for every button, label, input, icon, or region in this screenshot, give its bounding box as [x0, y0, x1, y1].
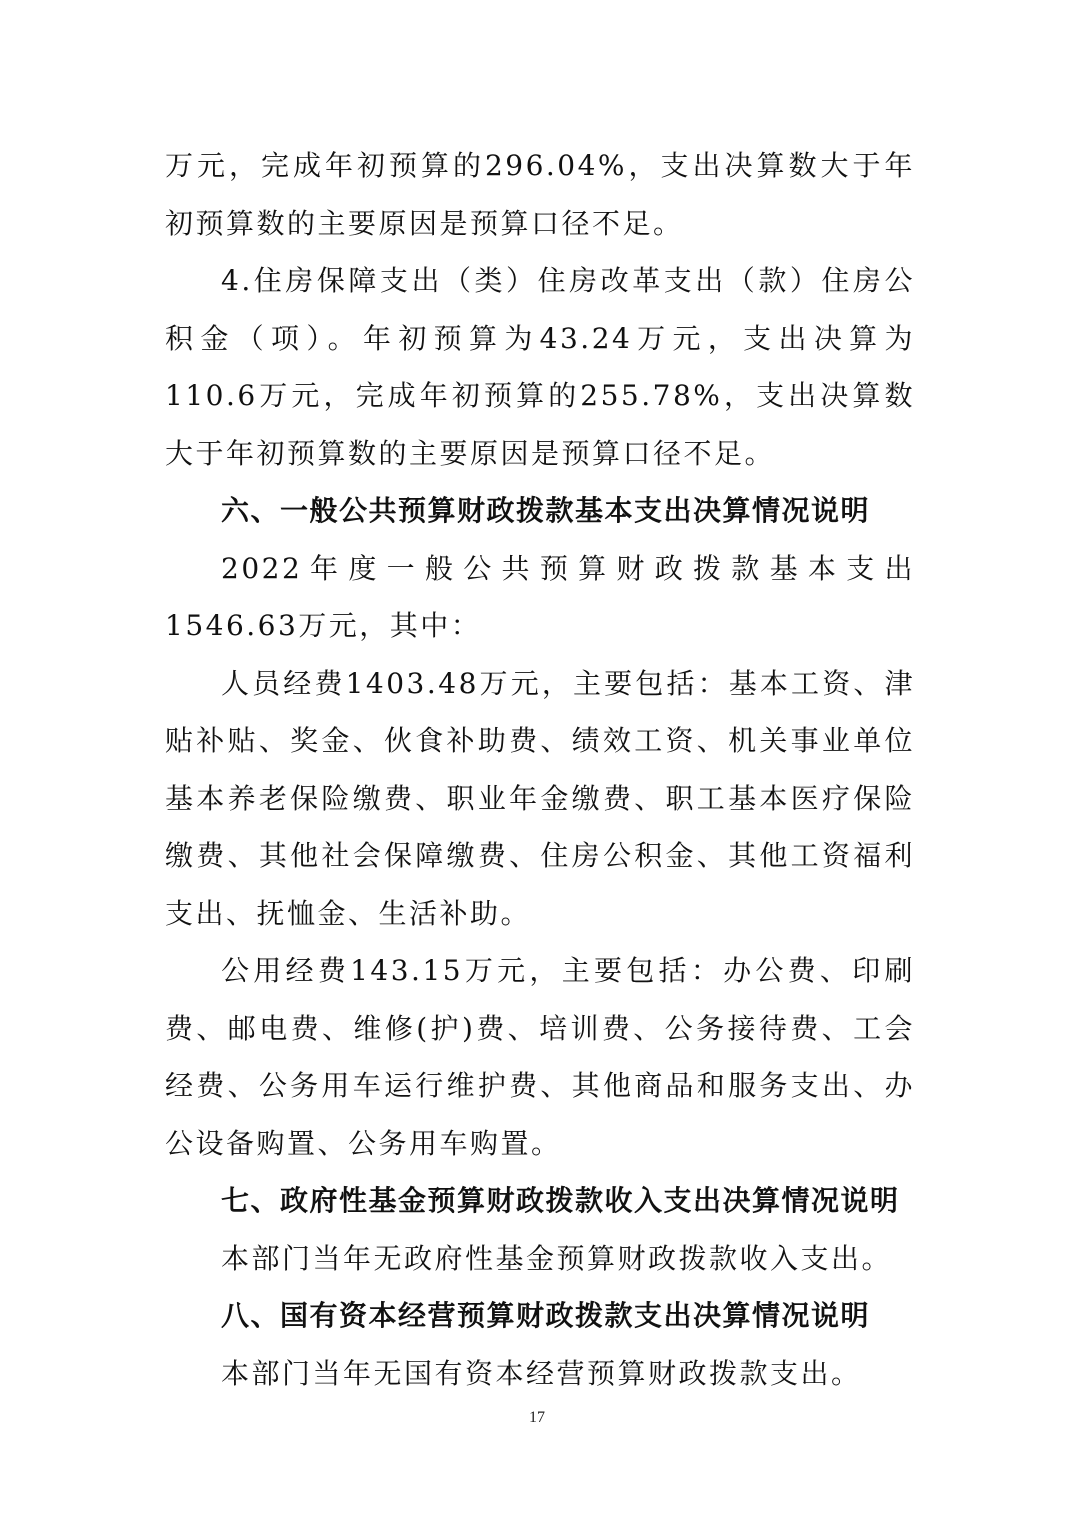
document-body	[165, 137, 915, 1402]
section-heading-state-capital: 八、国有资本经营预算财政拨款支出决算情况说明	[221, 1299, 871, 1332]
paragraph-basic-expenditure-total: 2022年度一般公共预算财政拨款基本支出1546.63万元，其中：	[165, 551, 915, 642]
paragraph-housing-fund: 4.住房保障支出（类）住房改革支出（款）住房公积金（项）。年初预算为43.24万元，支出决算为110.6万元，完成年初预算的255.78%，支出决算数大于年初预算数的主要原因是预算口径不足。	[165, 264, 915, 470]
page-number: 17	[529, 1409, 545, 1426]
section-heading-government-fund: 七、政府性基金预算财政拨款收入支出决算情况说明	[221, 1184, 900, 1217]
paragraph-budget-completion: 万元，完成年初预算的296.04%，支出决算数大于年初预算数的主要原因是预算口径不足。	[165, 149, 915, 240]
paragraph-state-capital: 本部门当年无国有资本经营预算财政拨款支出。	[221, 1356, 862, 1390]
section-heading-basic-expenditure: 六、一般公共预算财政拨款基本支出决算情况说明	[221, 494, 871, 527]
paragraph-personnel-costs: 人员经费1403.48万元，主要包括：基本工资、津贴补贴、奖金、伙食补助费、绩效工资、机关事业单位基本养老保险缴费、职业年金缴费、职工基本医疗保险缴费、其他社会保障缴费、住房公积金、其他工资福利支出、抚恤金、生活补助。	[165, 666, 915, 930]
paragraph-public-costs: 公用经费143.15万元，主要包括：办公费、印刷费、邮电费、维修(护)费、培训费、公务接待费、工会经费、公务用车运行维护费、其他商品和服务支出、办公设备购置、公务用车购置。	[165, 954, 915, 1160]
paragraph-government-fund: 本部门当年无政府性基金预算财政拨款收入支出。	[221, 1241, 893, 1275]
